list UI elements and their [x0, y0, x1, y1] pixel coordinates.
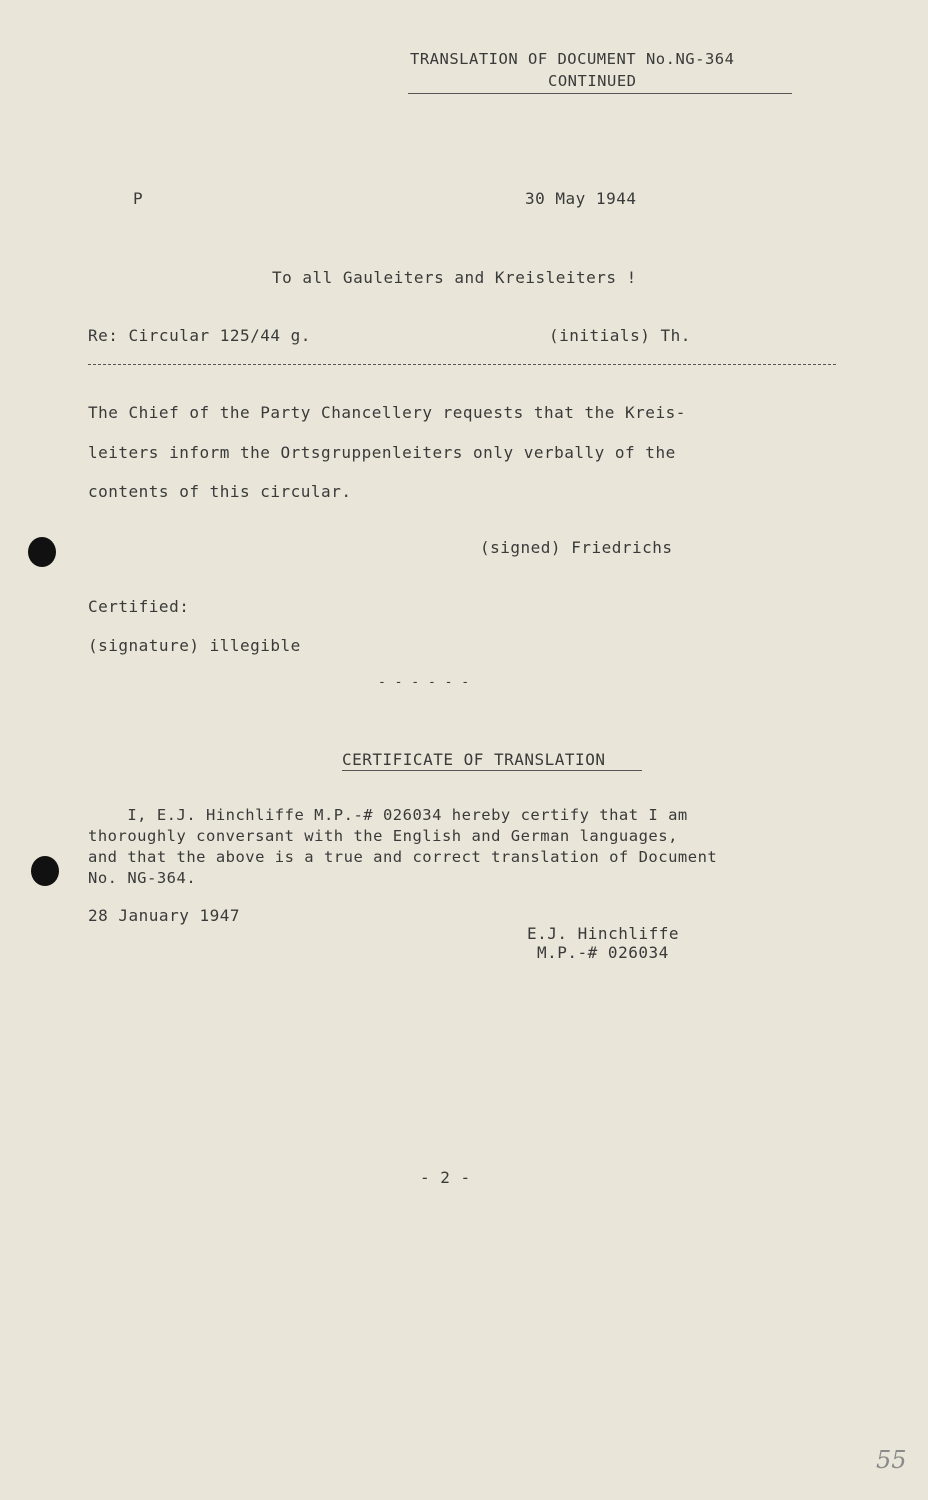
- memo-body-line-3: contents of this circular.: [88, 482, 352, 501]
- memo-addressee: To all Gauleiters and Kreisleiters !: [272, 268, 637, 287]
- page-number: - 2 -: [420, 1168, 471, 1187]
- certificate-signature-id: M.P.-# 026034: [537, 943, 669, 962]
- certificate-line-2: thoroughly conversant with the English and German languages,: [88, 827, 678, 845]
- punch-hole-bottom: [31, 856, 59, 886]
- memo-body-line-1: The Chief of the Party Chancellery requests that the Kreis-: [88, 403, 686, 422]
- certificate-line-4: No. NG-364.: [88, 869, 197, 887]
- header-underline: [408, 93, 792, 94]
- header-title: TRANSLATION OF DOCUMENT No.NG-364: [410, 50, 735, 68]
- memo-certified-label: Certified:: [88, 597, 190, 616]
- handwritten-page-number: 55: [876, 1446, 907, 1474]
- header-continued: CONTINUED: [548, 72, 637, 90]
- section-separator: - - - - - -: [378, 675, 470, 690]
- memo-certified-signature: (signature) illegible: [88, 636, 301, 655]
- certificate-line-3: and that the above is a true and correct translation of Document: [88, 848, 718, 866]
- memo-re: Re: Circular 125/44 g.: [88, 326, 311, 345]
- memo-body-line-2: leiters inform the Ortsgruppenleiters only verbally of the: [88, 443, 676, 462]
- certificate-line-1: I, E.J. Hinchliffe M.P.-# 026034 hereby certify that I am: [88, 806, 688, 824]
- memo-date: 30 May 1944: [525, 189, 637, 208]
- certificate-date: 28 January 1947: [88, 906, 240, 925]
- divider-rule: [88, 364, 836, 365]
- memo-signed: (signed) Friedrichs: [480, 538, 673, 557]
- memo-initials: (initials) Th.: [549, 326, 691, 345]
- certificate-signature-name: E.J. Hinchliffe: [527, 924, 679, 943]
- certificate-title: CERTIFICATE OF TRANSLATION: [342, 750, 606, 769]
- punch-hole-top: [28, 537, 56, 567]
- certificate-title-underline: [342, 770, 642, 771]
- memo-mark: P: [133, 189, 144, 208]
